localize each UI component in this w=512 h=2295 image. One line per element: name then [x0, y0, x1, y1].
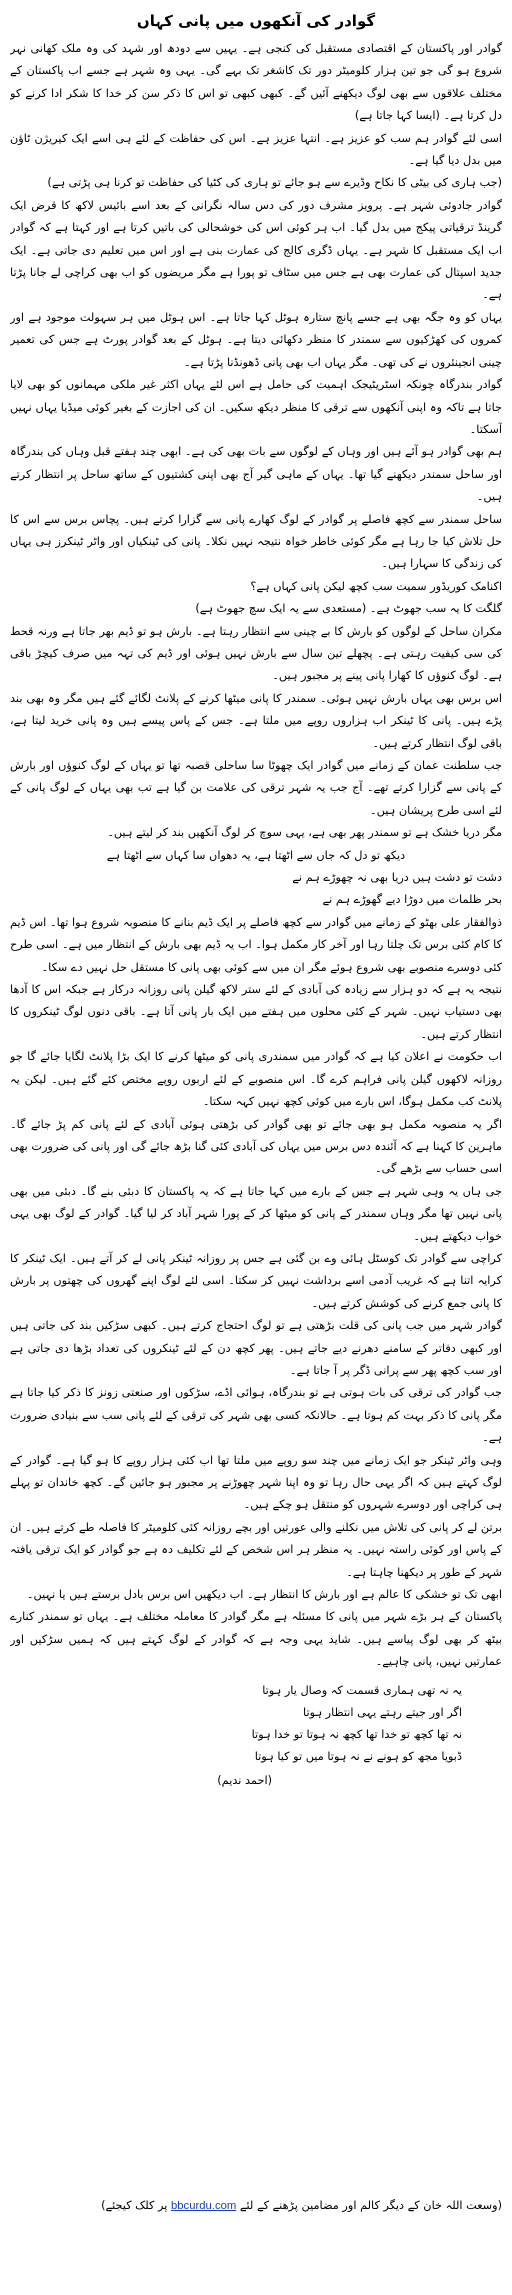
article-paragraph: نتیجہ یہ ہے کہ دو ہزار سے زیادہ کی آبادی کے لئے ستر لاکھ گیلن پانی روزانہ درکار ہے جبکہ اس کا آدھا بھی دستیاب نہیں۔ شہر کے کئی محلوں میں ہفتے میں ایک بار پانی آتا ہے۔ باقی دنوں لوگ ٹینکروں کا انتظار کرتے ہیں۔: [10, 983, 502, 1041]
article-paragraph: جی ہاں یہ وہی شہر ہے جس کے بارے میں کہا جاتا ہے کہ یہ پاکستان کا دبئی بنے گا۔ دبئی میں بھی پانی نہیں تھا مگر وہاں سمندر کے پانی کو میٹھا کر کے پورا شہر آباد کر لیا گیا۔ گوادر کے لوگ بھی یہی خواب دیکھتے ہیں۔: [10, 1184, 502, 1243]
article-paragraph: ذوالفقار علی بھٹو کے زمانے میں گوادر سے کچھ فاصلے پر ایک ڈیم بنانے کا منصوبہ شروع ہوا تھا۔ اس ڈیم کا کام کئی برس تک چلتا رہا اور آخر کار مکمل ہوا۔ اب یہ ڈیم بھی بارش کے انتظار میں ہے۔ اسی طرح کئی دوسرے منصوبے بھی شروع ہوئے مگر ان میں سے کوئی بھی پانی کا مستقل حل نہیں دے سکا۔: [10, 915, 502, 974]
article-paragraph: جب گوادر کی ترقی کی بات ہوتی ہے تو بندرگاہ، ہوائی اڈے، سڑکوں اور صنعتی زونز کا ذکر کیا جاتا ہے مگر پانی کا ذکر بہت کم ہوتا ہے۔ حالانکہ کسی بھی شہر کی ترقی کے لئے پانی سب سے بنیادی ضرورت ہے۔: [10, 1386, 502, 1445]
article-paragraph: برتن لے کر پانی کی تلاش میں نکلنے والی عورتیں اور بچے روزانہ کئی کلومیٹر کا فاصلہ طے کرتے ہیں۔ ان کے پاس اور کوئی راستہ نہیں۔ یہ منظر ہر اس شخص کے لئے تکلیف دہ ہے جو گوادر کو ایک ترقی یافتہ شہر کے طور پر دیکھنا چاہتا ہے۔: [10, 1520, 502, 1579]
article-paragraph: یہاں کو وہ جگہ بھی ہے جسے پانچ ستارہ ہوٹل کہا جاتا ہے۔ اس ہوٹل میں ہر سہولت موجود ہے اور کمروں کی کھڑکیوں سے سمندر کا منظر دکھائی دیتا ہے۔ ہوٹل کے بعد گوادر پورٹ ہے جس کی تعمیر چینی انجینئروں نے کی تھی۔ مگر یہاں اب بھی پانی ڈھونڈنا پڑتا ہے۔: [10, 310, 502, 369]
article-paragraph: اکنامک کوریڈور سمیت سب کچھ لیکن پانی کہاں ہے؟: [250, 579, 502, 593]
article-paragraph: (جب ہاری کی بیٹی کا نکاح وڈیرے سے ہو جائے تو ہاری کی کٹیا کی حفاظت تو کرنا ہی پڑتی ہے): [47, 176, 502, 190]
article-paragraph: ہم بھی گوادر ہو آئے ہیں اور وہاں کے لوگوں سے بات بھی کی ہے۔ ابھی چند ہفتے قبل وہاں کی بندرگاہ اور ساحل سمندر دیکھنے گیا تھا۔ یہاں کے ماہی گیر آج بھی اپنی کشتیوں کے ساتھ ساحل پر انتظار کرتے ہیں۔: [10, 445, 502, 504]
article-paragraph: ساحل سمندر سے کچھ فاصلے پر گوادر کے لوگ کھارے پانی سے گزارا کرتے ہیں۔ پچاس برس سے اس کا حل تلاش کیا جا رہا ہے مگر کوئی خاطر خواہ نتیجہ نہیں نکلا۔ پانی کی ٹینکیاں اور واٹر ٹینکرز ہی یہاں کی زندگی کا سہارا ہیں۔: [10, 512, 502, 571]
article-paragraph: اسی لئے گوادر ہم سب کو عزیز ہے۔ انتہا عزیز ہے۔ اس کی حفاظت کے لئے ہی اسے ایک کیریژن ٹاؤن میں بدل دیا گیا ہے۔: [10, 131, 502, 168]
poem-line: نہ تھا کچھ تو خدا تھا کچھ نہ ہوتا تو خدا ہوتا: [251, 1727, 462, 1741]
poem-line: یہ نہ تھی ہماری قسمت کہ وصال یار ہوتا: [262, 1683, 462, 1697]
article-body: [10, 38, 502, 2188]
article-paragraph: گوادر بندرگاہ چونکہ اسٹریٹیجک اہمیت کی حامل ہے اس لئے یہاں اکثر غیر ملکی مہمانوں کو بھی لایا جاتا ہے تاکہ وہ اپنی آنکھوں سے ترقی کا منظر دیکھ سکیں۔ ان کی اجازت کے بغیر کوئی میڈیا یہاں نہیں آسکتا۔: [10, 378, 502, 436]
article-paragraph: گلگت کا یہ سب جھوٹ ہے۔ (مستعدی سے یہ ایک سچ جھوٹ ہے): [195, 602, 502, 616]
verse-line: دیکھ تو دل کہ جاں سے اٹھتا ہے، یہ دھواں سا کہاں سے اٹھتا ہے: [106, 848, 406, 862]
article-paragraph: گوادر جادوئی شہر ہے۔ پرویز مشرف دور کی دس سالہ نگرانی کے بعد اسے بائیس لاکھ کا قرض ایک گرینڈ ترقیاتی پیکج میں بدل گیا۔ اب ہر کوئی اس کی خوشحالی کی باتیں کرتا ہے اور کہتا ہے کہ گوادر اب ایک مستقبل کا شہر ہے۔ یہاں ڈگری کالج کی عمارت بنی ہے اور اس میں تعلیم دی جاتی ہے۔ ایک جدید اسپتال کی عمارت بھی ہے جس میں سٹاف تو پورا ہے مگر مریضوں کو اب بھی کراچی لے جانا پڑتا ہے۔: [10, 198, 502, 302]
article-paragraph: اس برس بھی یہاں بارش نہیں ہوئی۔ سمندر کا پانی میٹھا کرنے کے پلانٹ لگائے گئے ہیں مگر وہ بھی بند پڑے ہیں۔ پانی کا ٹینکر اب ہزاروں روپے میں ملتا ہے۔ جس کے پاس پیسے ہیں وہ پانی خرید لیتا ہے، باقی لوگ انتظار کرتے ہیں۔: [10, 691, 502, 750]
poem-line: ڈبویا مجھ کو ہونے نے نہ ہوتا میں تو کیا ہوتا: [254, 1749, 462, 1763]
verse-line: بحر ظلمات میں دوڑا دیے گھوڑے ہم نے: [322, 893, 502, 907]
article-paragraph: گوادر اور پاکستان کے اقتصادی مستقبل کی کنجی ہے۔ یہیں سے دودھ اور شہد کی وہ ملک کھانی نہر شروع ہو گی جو تین ہزار کلومیٹر دور تک کاشغر تک بہے گی۔ یہی وہ شہر ہے جسے اب پاکستان کے مختلف علاقوں سے بھی لوگ دیکھنے آئیں گے۔ کبھی کبھی تو اس کا ذکر سن کر خدا کا شکر ادا کرنے کو دل کرتا ہے۔ (ایسا کہا جاتا ہے): [10, 42, 502, 123]
article-paragraph: مکران ساحل کے لوگوں کو بارش کا بے چینی سے انتظار رہتا ہے۔ بارش ہو تو ڈیم بھر جاتا ہے ورنہ قحط کی سی کیفیت رہتی ہے۔ پچھلے تین سال سے بارش نہیں ہوئی اور ڈیم کی تہہ میں صرف کیچڑ باقی ہے۔ لوگ کنوؤں کا کھارا پانی پینے پر مجبور ہیں۔: [10, 624, 502, 683]
article-paragraph: پاکستان کے ہر بڑے شہر میں پانی کا مسئلہ ہے مگر گوادر کا معاملہ مختلف ہے۔ یہاں تو سمندر کنارے بیٹھ کر بھی لوگ پیاسے ہیں۔ شاید یہی وجہ ہے کہ گوادر کے لوگ کہتے ہیں کہ ہمیں سڑکیں اور عمارتیں نہیں، پانی چاہیے۔: [10, 1610, 502, 1669]
article-paragraph: اگر یہ منصوبہ مکمل ہو بھی جائے تو بھی گوادر کی بڑھتی ہوئی آبادی کے لئے پانی کم پڑ جائے گا۔ ماہرین کا کہنا ہے کہ آئندہ دس برس میں یہاں کی آبادی کئی گنا بڑھ جائے گی اور پانی کی ضرورت بھی اسی حساب سے بڑھے گی۔: [10, 1117, 502, 1176]
article-paragraph: مگر دریا خشک ہے تو سمندر پھر بھی ہے، یہی سوچ کر لوگ آنکھیں بند کر لیتے ہیں۔: [107, 826, 502, 840]
verse-line: دشت تو دشت ہیں دریا بھی نہ چھوڑے ہم نے: [292, 871, 502, 885]
article-footer: [10, 2196, 502, 2216]
poet-name: (احمد ندیم): [217, 1773, 272, 1787]
bbc-urdu-link[interactable]: bbcurdu.com: [170, 2200, 237, 2212]
footer-tail: پر کلک کیجئے): [101, 2199, 168, 2212]
article-paragraph: وہی واٹر ٹینکر جو ایک زمانے میں چند سو روپے میں ملتا تھا اب کئی ہزار روپے کا ہو گیا ہے۔ گوادر کے لوگ کہتے ہیں کہ اگر یہی حال رہا تو وہ اپنا شہر چھوڑنے پر مجبور ہو جائیں گے۔ کچھ خاندان تو پہلے ہی کراچی اور دوسرے شہروں کو منتقل ہو چکے ہیں۔: [10, 1453, 502, 1512]
article-paragraph: گوادر شہر میں جب پانی کی قلت بڑھتی ہے تو لوگ احتجاج کرتے ہیں۔ کبھی سڑکیں بند کی جاتی ہیں اور کبھی دفاتر کے سامنے دھرنے دیے جاتے ہیں۔ پھر کچھ دن کے لئے ٹینکروں کی تعداد بڑھا دی جاتی ہے اور سب کچھ پھر سے پرانی ڈگر پر آ جاتا ہے۔: [10, 1319, 502, 1377]
poem-line: اگر اور جیتے رہتے یہی انتظار ہوتا: [303, 1705, 462, 1719]
article-title: گوادر کی آنکھوں میں پانی کہاں: [136, 12, 376, 30]
article-paragraph: کراچی سے گوادر تک کوسٹل ہائی وے بن گئی ہے جس پر روزانہ ٹینکر پانی لے کر آتے ہیں۔ ایک ٹینکر کا کرایہ اتنا ہے کہ غریب آدمی اسے برداشت نہیں کر سکتا۔ اسی لئے لوگ اپنے گھروں کی چھتوں پر بارش کا پانی جمع کرنے کی کوشش کرتے ہیں۔: [10, 1251, 502, 1310]
article-paragraph: اب حکومت نے اعلان کیا ہے کہ گوادر میں سمندری پانی کو میٹھا کرنے کا ایک بڑا پلانٹ لگایا جائے گا جو روزانہ لاکھوں گیلن پانی فراہم کرے گا۔ اس منصوبے کے لئے اربوں روپے مختص کئے گئے ہیں۔ لیکن یہ پلانٹ کب مکمل ہوگا، اس بارے میں کوئی کچھ نہیں کہہ سکتا۔: [10, 1050, 502, 1109]
article-paragraph: جب سلطنت عمان کے زمانے میں گوادر ایک چھوٹا سا ساحلی قصبہ تھا تو یہاں کے لوگ کنوؤں اور بارش کے پانی سے گزارا کرتے تھے۔ آج جب یہ شہر ترقی کی علامت بن گیا ہے تب بھی یہاں کے لوگ پانی کے لئے اسی طرح پریشان ہیں۔: [10, 759, 502, 817]
article-paragraph: ابھی تک تو خشکی کا عالم ہے اور بارش کا انتظار ہے۔ اب دیکھیں اس برس بادل برستے ہیں یا نہیں۔: [26, 1588, 502, 1602]
closing-poem: [10, 1680, 502, 1792]
footer-text: (وسعت اللہ خان کے دیگر کالم اور مضامین پڑھنے کے لئے: [239, 2199, 502, 2212]
